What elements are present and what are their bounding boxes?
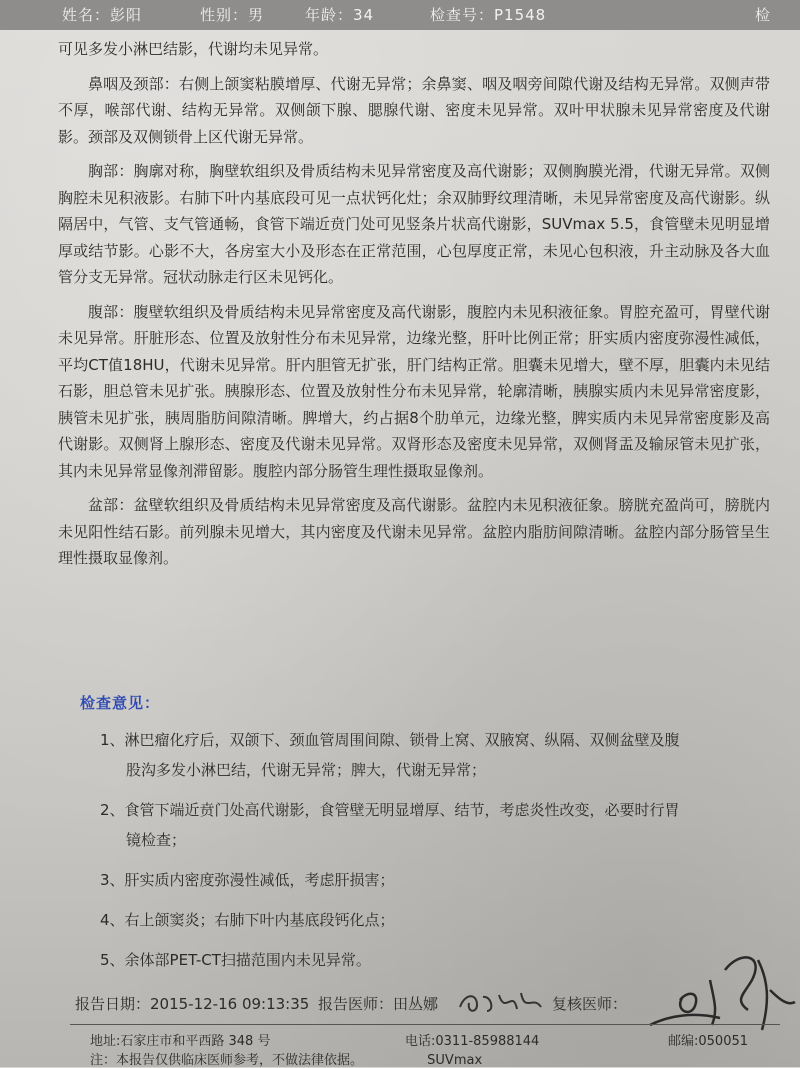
findings-p0: 可见多发小淋巴结影，代谢均未见异常。 <box>58 40 329 58</box>
reporter-signature <box>455 985 550 1019</box>
conclusion-item <box>100 905 772 935</box>
conclusion-title: 检查意见： <box>80 694 161 712</box>
conclusion-item-line: 4、右上颌窦炎；右肺下叶内基底段钙化点； <box>100 911 395 929</box>
conclusion-item-cont: 镜检查； <box>126 831 187 849</box>
hospital-phone: 电话:0311-85988144 <box>405 1034 540 1049</box>
findings-chest: 胸部：胸廓对称，胸壁软组织及骨质结构未见异常密度及高代谢影；双侧胸膜光滑，代谢无异常。双侧胸腔未见积液影。右肺下叶内基底段可见一点状钙化灶；余双肺野纹理清晰，未见异常密度及高代谢影。纵隔居中，气管、支气管通畅，食管下端近贲门处可见竖条片状高代谢影，SUVmax 5.5，食管壁未见明显增厚或结节影。心影不大，各房室大小及形态在正常范围，心包厚度正常，未见心包积液，升主动脉及各大血管分支无异常。冠状动脉走行区未见钙化。 <box>58 162 770 286</box>
conclusion-item <box>100 795 772 855</box>
patient-age: 年龄：34 <box>305 6 375 24</box>
conclusion-item <box>100 865 772 895</box>
findings-pelvis: 盆部：盆壁软组织及骨质结构未见异常密度及高代谢影。盆腔内未见积液征象。膀胱充盈尚可，膀胱内未见阳性结石影。前列腺未见增大，其内密度及代谢未见异常。盆腔内脂肪间隙清晰。盆腔内部分肠管呈生理性摄取显像剂。 <box>58 496 770 567</box>
conclusion-item-line: 1、淋巴瘤化疗后，双颌下、颈血管周围间隙、锁骨上窝、双腋窝、纵隔、双侧盆壁及腹 <box>100 731 680 749</box>
cut-off-text: SUVmax <box>427 1053 483 1068</box>
disclaimer-note: 注：本报告仅供临床医师参考，不做法律依据。 SUVmax <box>90 1053 483 1068</box>
hospital-postcode: 邮编:050051 <box>668 1034 749 1049</box>
reviewing-doctor: 复核医师： <box>552 995 628 1013</box>
patient-sex: 性别：男 <box>200 6 265 24</box>
reporting-doctor: 报告医师：田丛娜 <box>318 995 439 1013</box>
reviewer-signature <box>640 940 800 1040</box>
conclusion-item-line: 2、食管下端近贲门处高代谢影，食管壁无明显增厚、结节，考虑炎性改变，必要时行胃 <box>100 801 680 819</box>
report-date: 报告日期：2015-12-16 09:13:35 <box>75 995 310 1013</box>
footer-divider <box>70 1024 780 1025</box>
conclusion-item-line: 3、肝实质内密度弥漫性减低，考虑肝损害； <box>100 871 395 889</box>
header-cut-text: 检 <box>755 6 772 24</box>
conclusion-item-line: 5、余体部PET-CT扫描范围内未见异常。 <box>100 951 371 969</box>
hospital-address: 地址:石家庄市和平西路 348 号 <box>90 1034 271 1049</box>
conclusion-item-cont: 股沟多发小淋巴结，代谢无异常；脾大，代谢无异常； <box>126 761 487 779</box>
patient-name: 姓名：彭阳 <box>62 6 143 24</box>
findings-head-neck: 鼻咽及颈部：右侧上颌窦粘膜增厚、代谢无异常；余鼻窦、咽及咽旁间隙代谢及结构无异常。双侧声带不厚，喉部代谢、结构无异常。双侧颌下腺、腮腺代谢、密度未见异常。双叶甲状腺未见异常密度及代谢影。颈部及双侧锁骨上区代谢无异常。 <box>58 74 770 146</box>
hospital-contact <box>0 1030 800 1050</box>
findings-body <box>58 36 770 572</box>
exam-number: 检查号：P1548 <box>430 6 547 24</box>
conclusion-item <box>100 725 772 785</box>
patient-info-bar <box>0 0 800 30</box>
findings-abdomen: 腹部：腹壁软组织及骨质结构未见异常密度及高代谢影，腹腔内未见积液征象。胃腔充盈可，胃壁代谢未见异常。肝脏形态、位置及放射性分布未见异常，边缘光整，肝叶比例正常；肝实质内密度弥漫性减低，平均CT值18HU，代谢未见异常。肝内胆管无扩张，肝门结构正常。胆囊未见增大，壁不厚，胆囊内未见结石影，胆总管未见扩张。胰腺形态、位置及放射性分布未见异常，轮廓清晰，胰腺实质内未见异常密度影，胰管未见扩张，胰周脂肪间隙清晰。脾增大，约占据8个肋单元，边缘光整，脾实质内未见异常密度影及高代谢影。双侧肾上腺形态、密度及代谢未见异常。双肾形态及密度未见异常，双侧肾盂及输尿管未见扩张，其内未见异常显像剂滞留影。腹腔内部分肠管生理性摄取显像剂。 <box>58 302 770 480</box>
